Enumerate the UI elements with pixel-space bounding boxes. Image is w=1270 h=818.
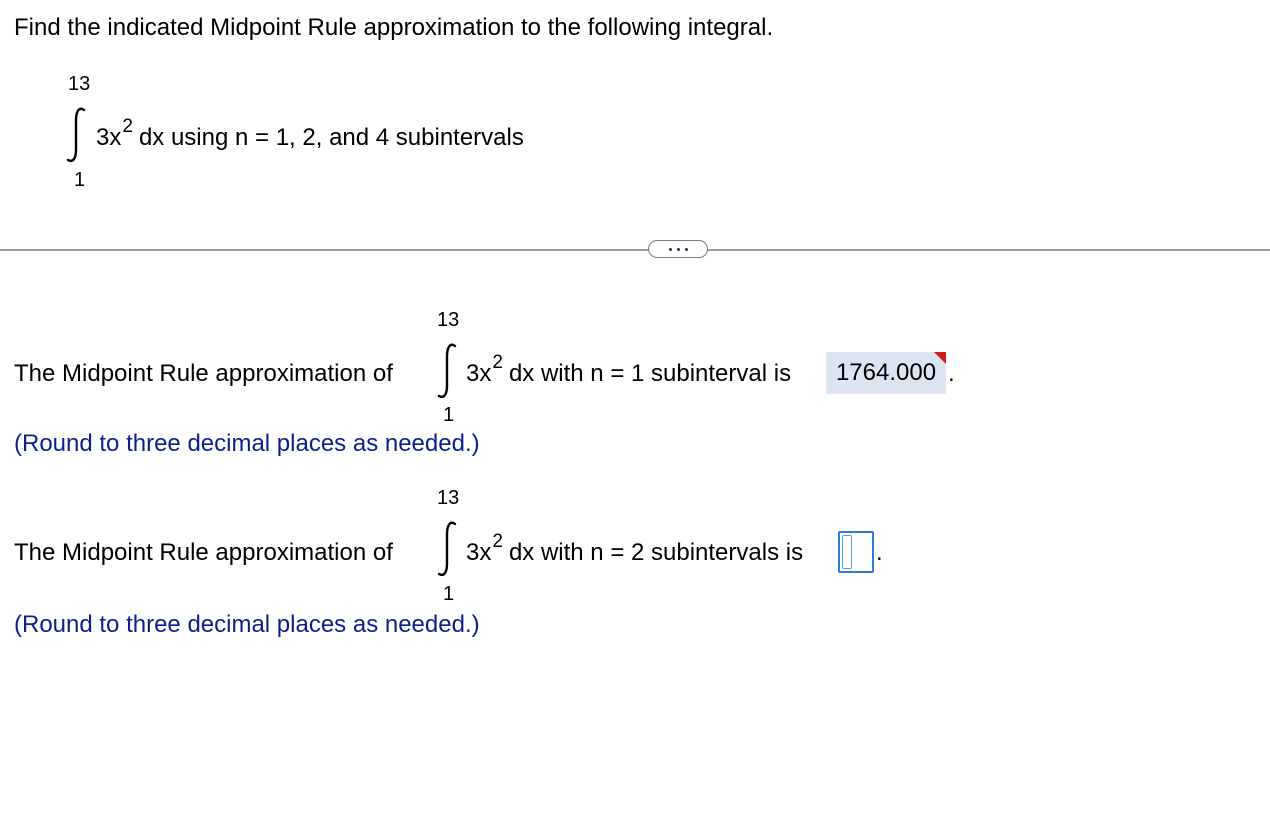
part1-answer[interactable]: 1764.000 bbox=[826, 352, 946, 394]
integral-sign-icon bbox=[436, 520, 460, 578]
input-cursor bbox=[842, 535, 852, 569]
integral-sign-icon bbox=[436, 342, 460, 400]
part1-lower-limit: 1 bbox=[443, 404, 455, 426]
ellipsis-icon bbox=[677, 248, 680, 251]
part2-rounding-note: (Round to three decimal places as needed.) bbox=[14, 611, 480, 638]
integrand-exponent: 2 bbox=[492, 352, 503, 373]
part1-integrand bbox=[466, 352, 792, 388]
integrand-rest: dx using n = 1, 2, and 4 subintervals bbox=[138, 124, 524, 151]
part2-integrand bbox=[466, 531, 804, 567]
part1-rounding-note: (Round to three decimal places as needed.) bbox=[14, 430, 480, 457]
show-more-button[interactable] bbox=[648, 240, 708, 258]
part1-prefix: The Midpoint Rule approximation of bbox=[14, 360, 393, 387]
question-text: Find the indicated Midpoint Rule approximation to the following integral. bbox=[14, 14, 774, 41]
part2-lower-limit: 1 bbox=[443, 583, 455, 605]
integrand bbox=[96, 116, 524, 152]
section-divider bbox=[0, 249, 1270, 251]
ellipsis-icon bbox=[669, 248, 672, 251]
integral-upper-limit: 13 bbox=[68, 73, 91, 95]
integral-sign-icon bbox=[65, 106, 89, 164]
integrand-exponent: 2 bbox=[492, 531, 503, 552]
part2-upper-limit: 13 bbox=[437, 487, 460, 509]
part2-prefix: The Midpoint Rule approximation of bbox=[14, 539, 393, 566]
integrand-coefficient: 3x bbox=[466, 360, 492, 387]
part1-suffix: dx with n = 1 subinterval is bbox=[508, 360, 792, 387]
part1-period: . bbox=[948, 360, 955, 387]
integral-lower-limit: 1 bbox=[74, 169, 86, 191]
integrand-coefficient: 3x bbox=[466, 539, 492, 566]
incorrect-flag-icon bbox=[934, 352, 946, 364]
integrand-coefficient: 3x bbox=[96, 124, 122, 151]
part1-upper-limit: 13 bbox=[437, 309, 460, 331]
part2-period: . bbox=[876, 539, 883, 566]
ellipsis-icon bbox=[685, 248, 688, 251]
part2-suffix: dx with n = 2 subintervals is bbox=[508, 539, 804, 566]
integrand-exponent: 2 bbox=[122, 116, 133, 137]
